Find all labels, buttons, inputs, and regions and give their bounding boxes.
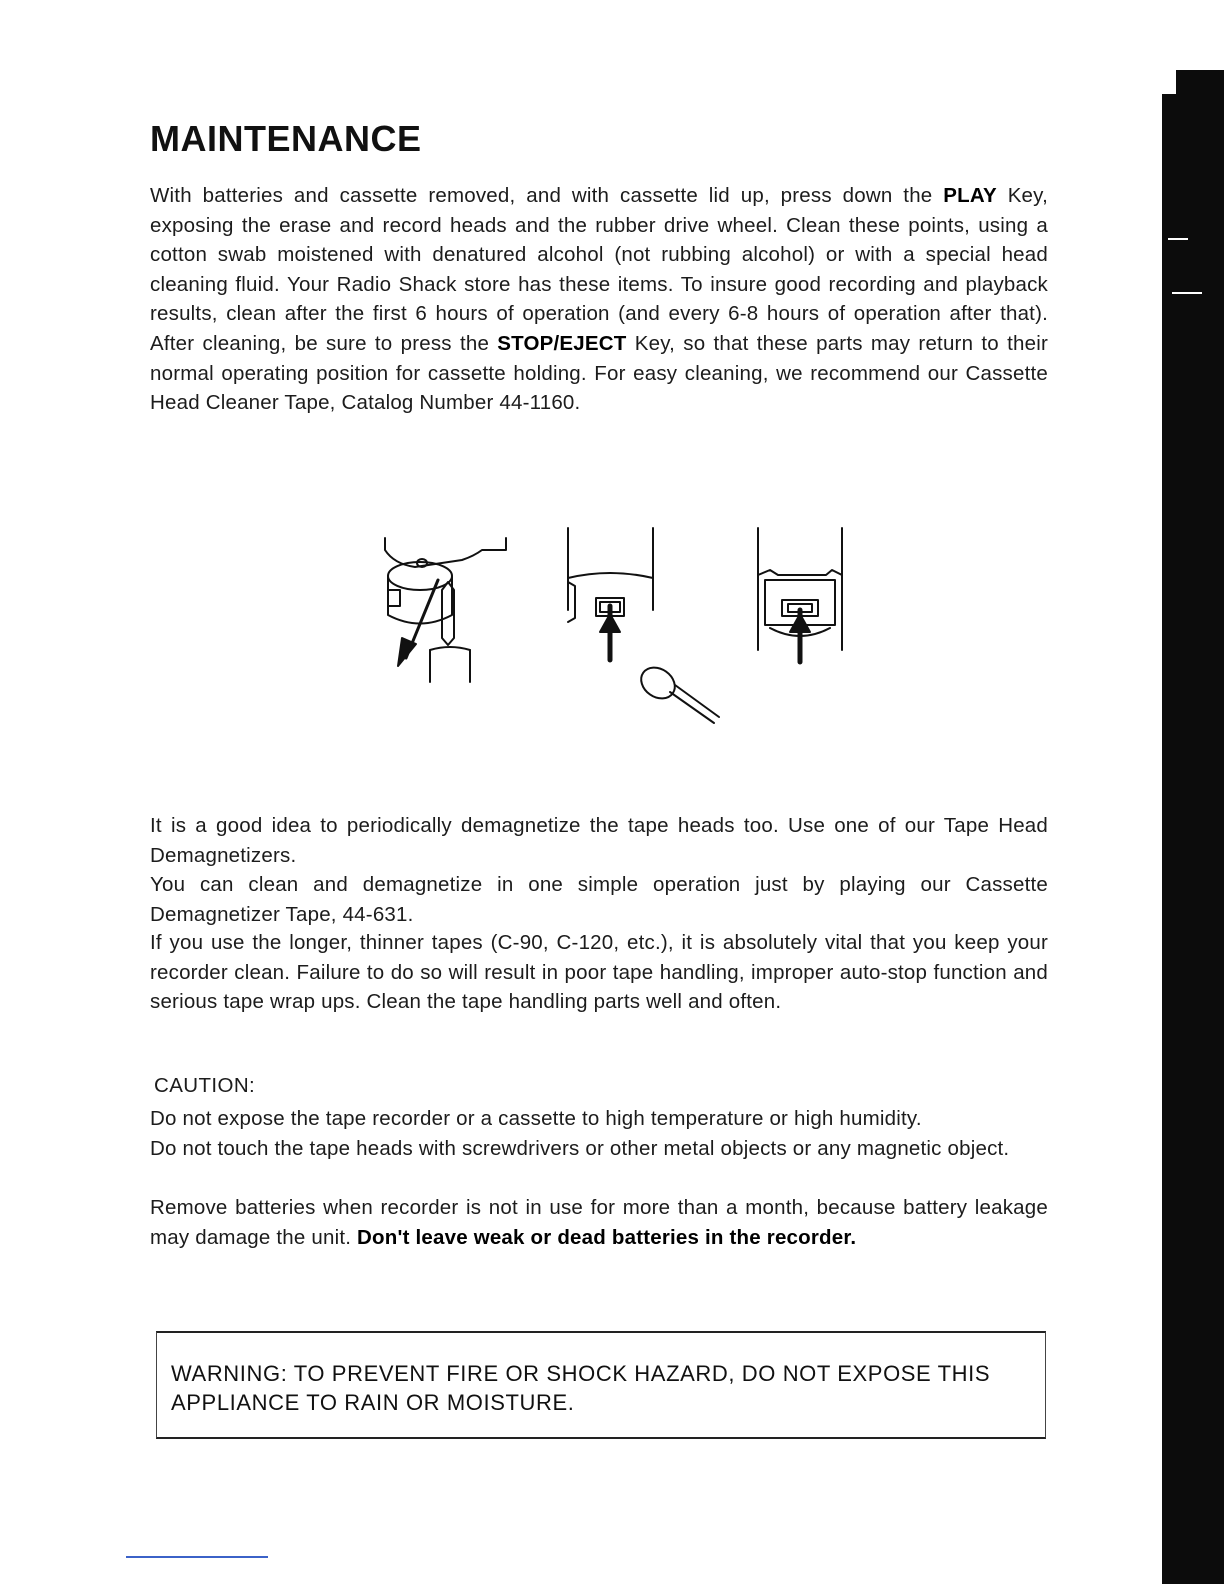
page-title: MAINTENANCE (150, 118, 422, 159)
head-cleaning-illustration (370, 520, 850, 740)
intro-text-1: With batteries and cassette removed, and with cassette lid up, press down the (150, 184, 944, 207)
stop-eject-key-label: STOP/EJECT (497, 331, 627, 355)
caution-heading: CAUTION: (154, 1074, 256, 1097)
caution-line-batteries (150, 1193, 1048, 1252)
caution-line-magnetic: Do not touch the tape heads with screwdrivers or other metal objects or any magnetic object. (150, 1137, 1010, 1160)
demagnetize-paragraph: It is a good idea to periodically demagnetize the tape heads too. Use one of our Tape Head Demagnetizers. (150, 814, 1048, 867)
caution-batteries-text: Remove batteries when recorder is not in use for more than a month, because battery leakage may damage the unit. (150, 1196, 1048, 1249)
intro-text-2: Key, exposing the erase and record heads and the rubber drive wheel. Clean these points, using a cotton swab moistened with denatured alcohol (not rubbing alcohol) or with a special head cleaning fluid. Your Radio Shack store has these items. To insure good recording and playback results, clean after the first 6 hours of operation (and every 6-8 hours of operation after that). After cleaning, be sure to press the (150, 184, 1048, 355)
record-head-figure (568, 528, 719, 723)
intro-text-3: Key, so that these parts may return to their normal operating position for cassette holding. For easy cleaning, we recommend our Cassette Head Cleaner Tape, Catalog Number 44-1160. (150, 331, 1048, 415)
warning-box (156, 1331, 1046, 1439)
maintenance-instructions (150, 181, 1048, 418)
footer-rule (126, 1556, 268, 1558)
page-edge-bar (1162, 70, 1224, 1584)
demagnetizer-tape-paragraph: You can clean and demagnetize in one simple operation just by playing our Cassette Demagnetizer Tape, 44-631. (150, 873, 1048, 926)
play-key-label: PLAY (943, 184, 997, 207)
warning-text: WARNING: TO PREVENT FIRE OR SHOCK HAZARD, DO NOT EXPOSE THIS APPLIANCE TO RAIN OR MOISTURE. (171, 1361, 991, 1415)
caution-batteries-bold: Don't leave weak or dead batteries in the recorder. (357, 1225, 857, 1249)
drive-wheel-figure (385, 538, 506, 682)
erase-head-figure (758, 528, 842, 662)
caution-line-temperature: Do not expose the tape recorder or a cassette to high temperature or high humidity. (150, 1107, 922, 1130)
thinner-tapes-paragraph: If you use the longer, thinner tapes (C-90, C-120, etc.), it is absolutely vital that you keep your recorder clean. Failure to do so will result in poor tape handling, improper auto-stop function and serious tape wrap ups. Clean the tape handling parts well and often. (150, 931, 1048, 1014)
